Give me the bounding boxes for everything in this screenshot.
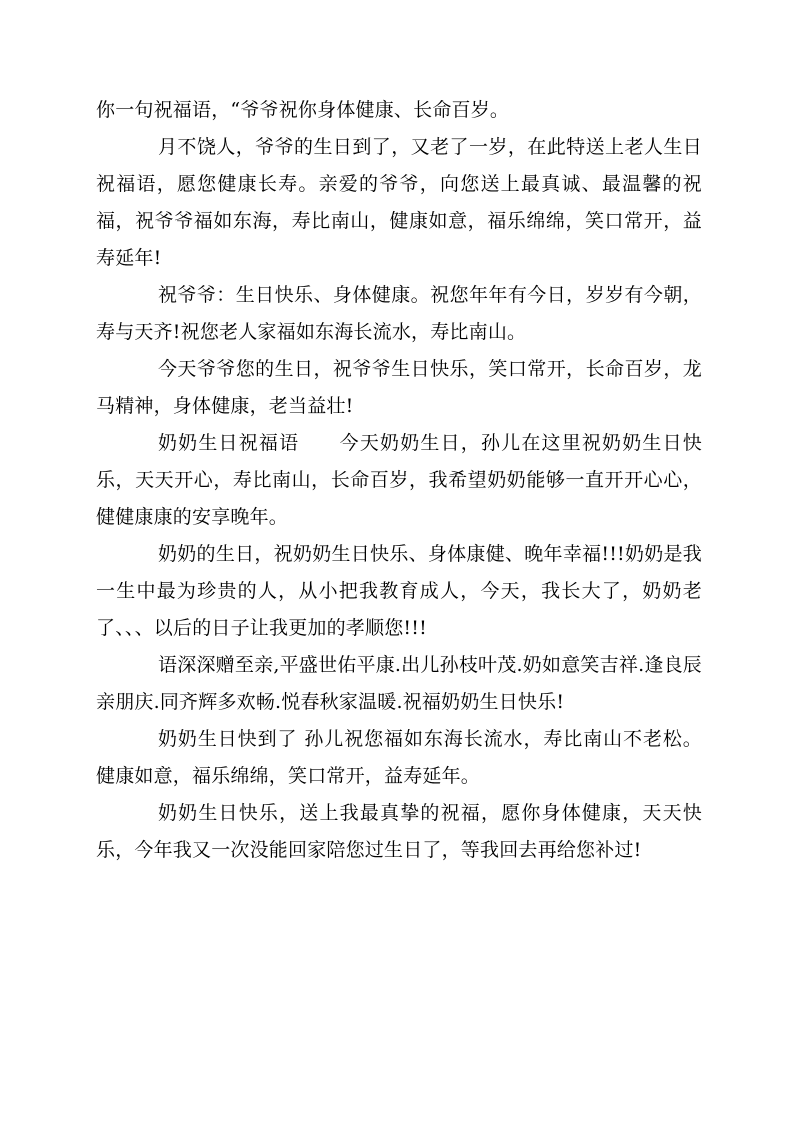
paragraph: 祝爷爷：生日快乐、身体健康。祝您年年有今日，岁岁有今朝，寿与天齐!祝您老人家福如东海长流水，寿比南山。 [96, 284, 702, 343]
paragraph: 奶奶生日祝福语 今天奶奶生日，孙儿在这里祝奶奶生日快乐，天天开心，寿比南山，长命百岁，我希望奶奶能够一直开开心心，健健康康的安享晚年。 [96, 432, 702, 528]
paragraph: 语深深赠至亲,平盛世佑平康.出儿孙枝叶茂.奶如意笑吉祥.逢良辰亲朋庆.同齐辉多欢畅.悦春秋家温暖.祝福奶奶生日快乐! [96, 654, 702, 713]
paragraph: 奶奶生日快乐，送上我最真挚的祝福，愿你身体健康，天天快乐，今年我又一次没能回家陪您过生日了，等我回去再给您补过! [96, 802, 702, 861]
paragraph: 奶奶的生日，祝奶奶生日快乐、身体康健、晚年幸福!!!奶奶是我一生中最为珍贵的人，从小把我教育成人，今天，我长大了，奶奶老了、、、以后的日子让我更加的孝顺您!!! [96, 543, 702, 639]
paragraph: 你一句祝福语，“爷爷祝你身体健康、长命百岁。 [96, 99, 510, 121]
paragraph: 月不饶人，爷爷的生日到了，又老了一岁，在此特送上老人生日祝福语，愿您健康长寿。亲爱的爷爷，向您送上最真诚、最温馨的祝福，祝爷爷福如东海，寿比南山，健康如意，福乐绵绵，笑口常开，益寿延年! [96, 136, 702, 269]
paragraph: 今天爷爷您的生日，祝爷爷生日快乐，笑口常开，长命百岁，龙马精神，身体健康，老当益壮! [96, 358, 702, 417]
document-page [96, 92, 702, 869]
paragraph: 奶奶生日快到了 孙儿祝您福如东海长流水，寿比南山不老松。 健康如意，福乐绵绵，笑口常开，益寿延年。 [96, 728, 702, 787]
